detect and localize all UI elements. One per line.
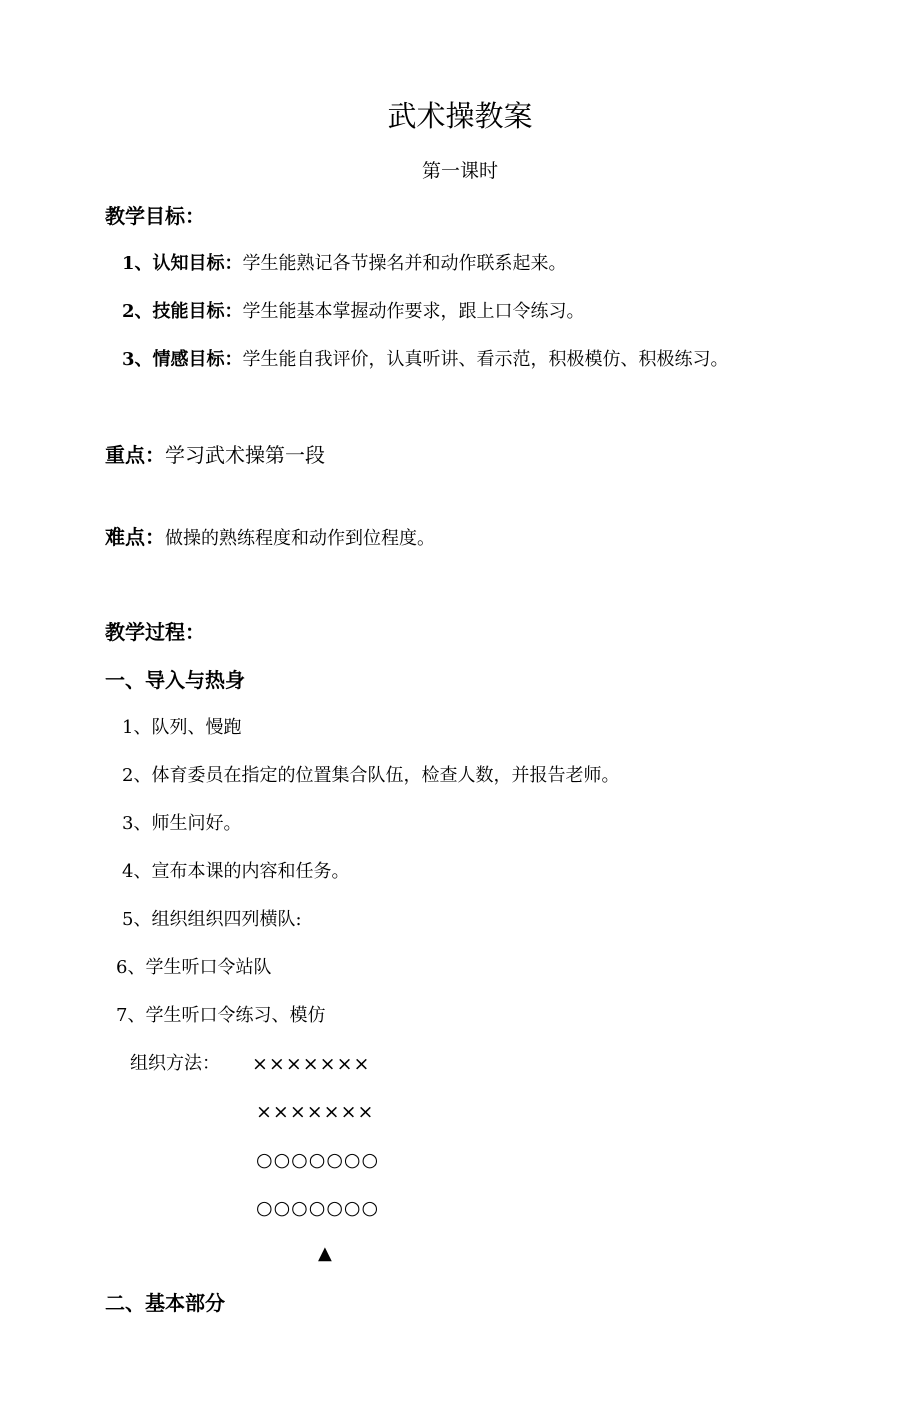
objective-item [122, 348, 729, 372]
objective-item [122, 252, 567, 276]
process-item: 5、组织组织四列横队: [122, 909, 302, 930]
formation-row: ××××××× [256, 1101, 375, 1123]
organization-label: 组织方法： [130, 1053, 220, 1074]
process-heading: 教学过程： [105, 620, 205, 644]
key-point [105, 443, 325, 467]
difficulty [105, 525, 435, 551]
process-item: 1、队列、慢跑 [122, 717, 242, 738]
objective-label: 1、认知目标： [122, 253, 243, 274]
key-point-text: 学习武术操第一段 [165, 443, 325, 467]
document-subtitle: 第一课时 [421, 160, 498, 182]
process-item: 4、宣布本课的内容和任务。 [122, 861, 350, 882]
process-item: 6、学生听口令站队 [116, 957, 272, 978]
difficulty-label: 难点： [105, 525, 165, 549]
teacher-triangle-icon: ▲ [318, 1243, 332, 1264]
objective-text: 学生能熟记各节操名并和动作联系起来。 [242, 253, 567, 274]
formation-row: ××××××× [252, 1053, 371, 1075]
objective-text: 学生能自我评价，认真听讲、看示范，积极模仿、积极练习。 [242, 349, 729, 370]
process-item: 7、学生听口令练习、模仿 [116, 1005, 326, 1026]
difficulty-text: 做操的熟练程度和动作到位程度。 [165, 528, 435, 549]
objective-item [122, 300, 585, 324]
formation-row: ○○○○○○○ [256, 1197, 380, 1219]
objectives-heading: 教学目标： [105, 204, 205, 228]
objective-text: 学生能基本掌握动作要求，跟上口令练习。 [242, 301, 585, 322]
document-title: 武术操教案 [387, 99, 533, 133]
objective-label: 2、技能目标： [122, 301, 243, 322]
section-heading: 一、导入与热身 [105, 668, 245, 692]
section-heading: 二、基本部分 [105, 1291, 225, 1315]
process-item: 2、体育委员在指定的位置集合队伍，检查人数，并报告老师。 [122, 765, 620, 786]
key-point-label: 重点： [105, 443, 165, 467]
formation-row: ○○○○○○○ [256, 1149, 380, 1171]
objective-label: 3、情感目标： [122, 349, 243, 370]
process-item: 3、师生问好。 [122, 813, 242, 834]
